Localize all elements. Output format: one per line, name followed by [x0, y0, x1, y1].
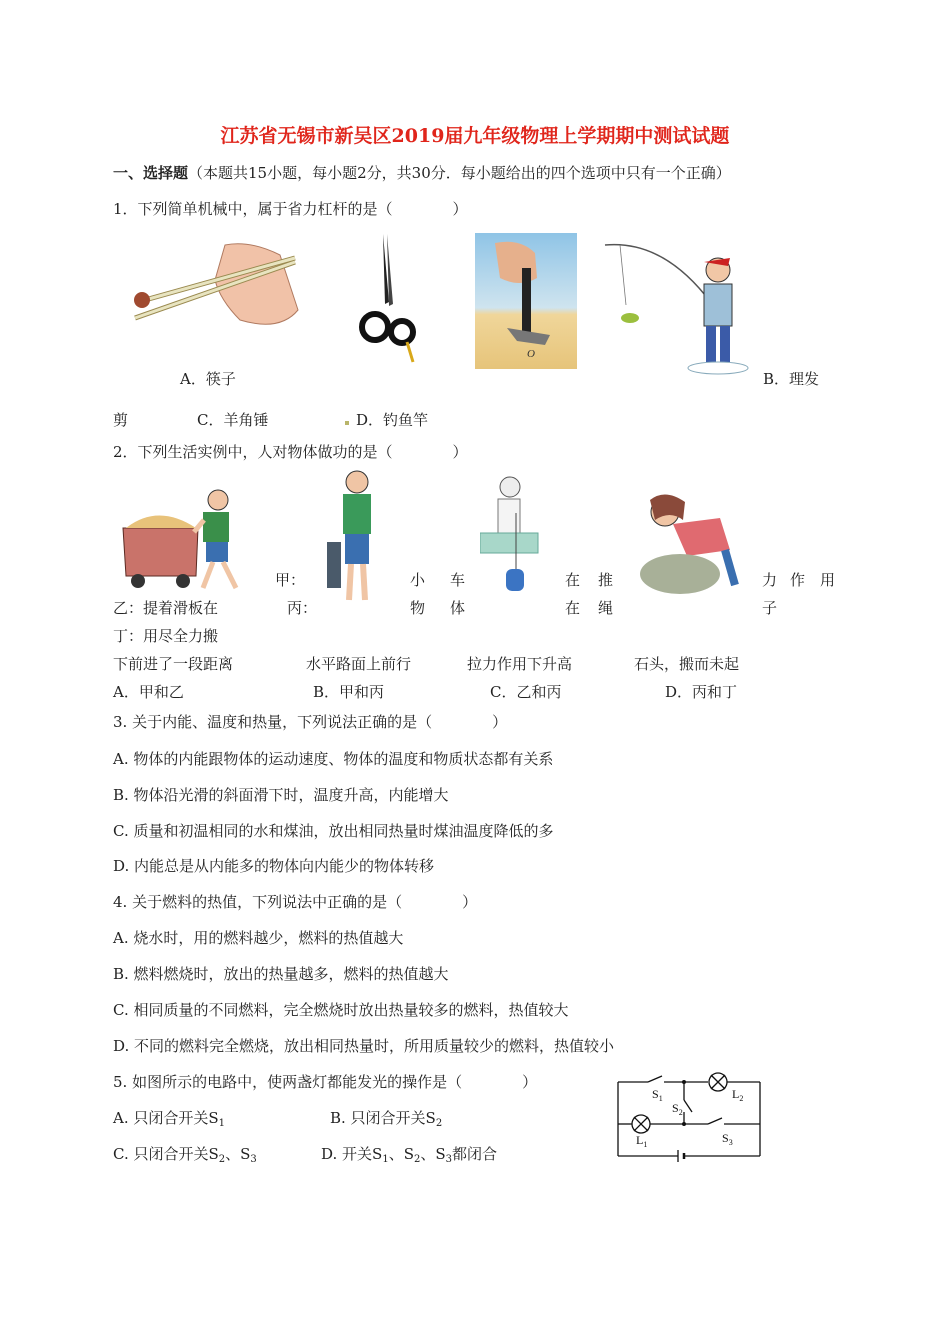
- lift-stone-figure: [625, 490, 745, 596]
- q5-option-a-text: A. 只闭合开关S: [113, 1109, 219, 1127]
- hammer-pivot-label: O: [527, 348, 535, 360]
- q5-option-d: [321, 1145, 497, 1166]
- claw-hammer-figure: [475, 233, 577, 369]
- q5-c-sub1: 2: [218, 1154, 226, 1165]
- svg-text:L1: [636, 1133, 647, 1149]
- q2-r2-0: 乙：提着滑板在: [113, 599, 219, 617]
- q5-stem: 5. 如图所示的电路中，使两盏灯都能发光的操作是（ ）: [113, 1073, 538, 1091]
- q2-r1-7: 用: [820, 571, 836, 589]
- q5-option-b: [330, 1109, 442, 1130]
- scissors-figure: [355, 232, 425, 367]
- q2-option-a: A．甲和乙: [113, 683, 184, 701]
- q2-r4-1: 水平路面上前行: [306, 655, 412, 673]
- q2-r4-0: 下前进了一段距离: [113, 655, 234, 673]
- l1-label: L: [636, 1133, 644, 1147]
- section-note: （本题共15小题，每小题2分，共30分．每小题给出的四个选项中只有一个正确）: [188, 164, 731, 182]
- svg-text:S3: [722, 1131, 733, 1147]
- s3-label: S: [722, 1131, 729, 1145]
- q2-r2-1: 丙：: [287, 599, 318, 617]
- chopsticks-figure: [130, 240, 300, 335]
- q5-option-a: [113, 1109, 225, 1130]
- q1-option-b-part1: B．理发: [763, 370, 820, 388]
- q2-r2-4: 在: [565, 599, 581, 617]
- q5-d-mid2: 、S: [420, 1145, 446, 1163]
- q3-option-d: D. 内能总是从内能多的物体向内能少的物体转移: [113, 857, 435, 875]
- q5-option-a-sub: 1: [218, 1118, 226, 1129]
- q1-stem: 1．下列简单机械中，属于省力杠杆的是（ ）: [113, 200, 468, 218]
- q4-option-d: D. 不同的燃料完全燃烧，放出相同热量时，所用质量较少的燃料，热值较小: [113, 1037, 615, 1055]
- q5-option-b-sub: 2: [435, 1118, 443, 1129]
- l1-sub: 1: [643, 1140, 648, 1149]
- q5-d-pre: D. 开关S: [321, 1145, 383, 1163]
- q5-d-sub2: 2: [413, 1154, 421, 1165]
- q3-stem: 3. 关于内能、温度和热量，下列说法正确的是（ ）: [113, 713, 508, 731]
- q5-c-pre: C. 只闭合开关S: [113, 1145, 219, 1163]
- q2-option-d: D．丙和丁: [665, 683, 738, 701]
- q2-r1-6: 作: [790, 571, 806, 589]
- q5-c-sub2: 3: [250, 1154, 257, 1165]
- s1-label: S: [652, 1087, 659, 1101]
- q2-r1-3: 在: [565, 571, 581, 589]
- s2-label: S: [672, 1101, 679, 1115]
- q4-option-b: B. 燃料燃烧时，放出的热量越多，燃料的热值越大: [113, 965, 449, 983]
- q5-c-mid: 、S: [225, 1145, 251, 1163]
- svg-text:S2: [672, 1101, 683, 1117]
- q3-option-a: A. 物体的内能跟物体的运动速度、物体的温度和物质状态都有关系: [113, 750, 554, 768]
- q2-option-c: C．乙和丙: [490, 683, 562, 701]
- l2-sub: 2: [739, 1094, 744, 1103]
- s3-sub: 3: [728, 1138, 733, 1147]
- q2-r2-3: 体: [450, 599, 466, 617]
- q2-r1-0: 甲：: [275, 571, 306, 589]
- q2-r2-5: 绳: [598, 599, 614, 617]
- carry-skateboard-figure: [325, 468, 385, 608]
- q4-option-a: A. 烧水时，用的燃料越少，燃料的热值越大: [113, 929, 404, 947]
- s2-sub: 2: [678, 1108, 683, 1117]
- s1-sub: 1: [658, 1094, 663, 1103]
- q1-option-d: D．钓鱼竿: [356, 411, 429, 429]
- rope-pull-figure: [480, 473, 540, 603]
- q5-d-post: 都闭合: [452, 1145, 498, 1163]
- fishing-figure: [600, 240, 750, 380]
- q1-option-b-part2: 剪: [113, 411, 129, 429]
- q2-r2-2: 物: [410, 599, 426, 617]
- l2-label: L: [732, 1087, 740, 1101]
- q3-option-c: C. 质量和初温相同的水和煤油，放出相同热量时煤油温度降低的多: [113, 822, 554, 840]
- push-cart-figure: [118, 488, 278, 596]
- svg-text:S1: [652, 1087, 663, 1103]
- q2-r3: 丁：用尽全力搬: [113, 627, 219, 645]
- q1-option-c: C．羊角锤: [197, 411, 269, 429]
- section-heading: [113, 164, 731, 182]
- q2-r4-3: 石头，搬而未起: [634, 655, 740, 673]
- section-label: 一、选择题: [113, 164, 189, 182]
- q5-d-sub1: 1: [382, 1154, 389, 1165]
- q2-r1-2: 车: [450, 571, 466, 589]
- q4-stem: 4. 关于燃料的热值，下列说法中正确的是（ ）: [113, 893, 478, 911]
- q3-option-b: B. 物体沿光滑的斜面滑下时，温度升高，内能增大: [113, 786, 449, 804]
- svg-text:L2: [732, 1087, 743, 1103]
- q5-d-mid1: 、S: [388, 1145, 414, 1163]
- circuit-diagram: [610, 1068, 770, 1170]
- q5-option-b-text: B. 只闭合开关S: [330, 1109, 436, 1127]
- page-title: 江苏省无锡市新吴区2019届九年级物理上学期期中测试试题: [220, 125, 730, 147]
- q2-r1-4: 推: [598, 571, 614, 589]
- q2-r4-2: 拉力作用下升高: [467, 655, 573, 673]
- q2-r1-1: 小: [410, 571, 426, 589]
- q5-option-c: [113, 1145, 257, 1166]
- q2-option-b: B．甲和丙: [313, 683, 385, 701]
- q2-stem: 2．下列生活实例中，人对物体做功的是（ ）: [113, 443, 468, 461]
- q2-r2-6: 子: [762, 599, 778, 617]
- q4-option-c: C. 相同质量的不同燃料，完全燃烧时放出热量较多的燃料，热值较大: [113, 1001, 569, 1019]
- q2-r1-5: 力: [762, 571, 778, 589]
- q5-d-sub3: 3: [445, 1154, 452, 1165]
- stray-dot: [345, 421, 349, 425]
- q1-option-a: A．筷子: [180, 370, 236, 388]
